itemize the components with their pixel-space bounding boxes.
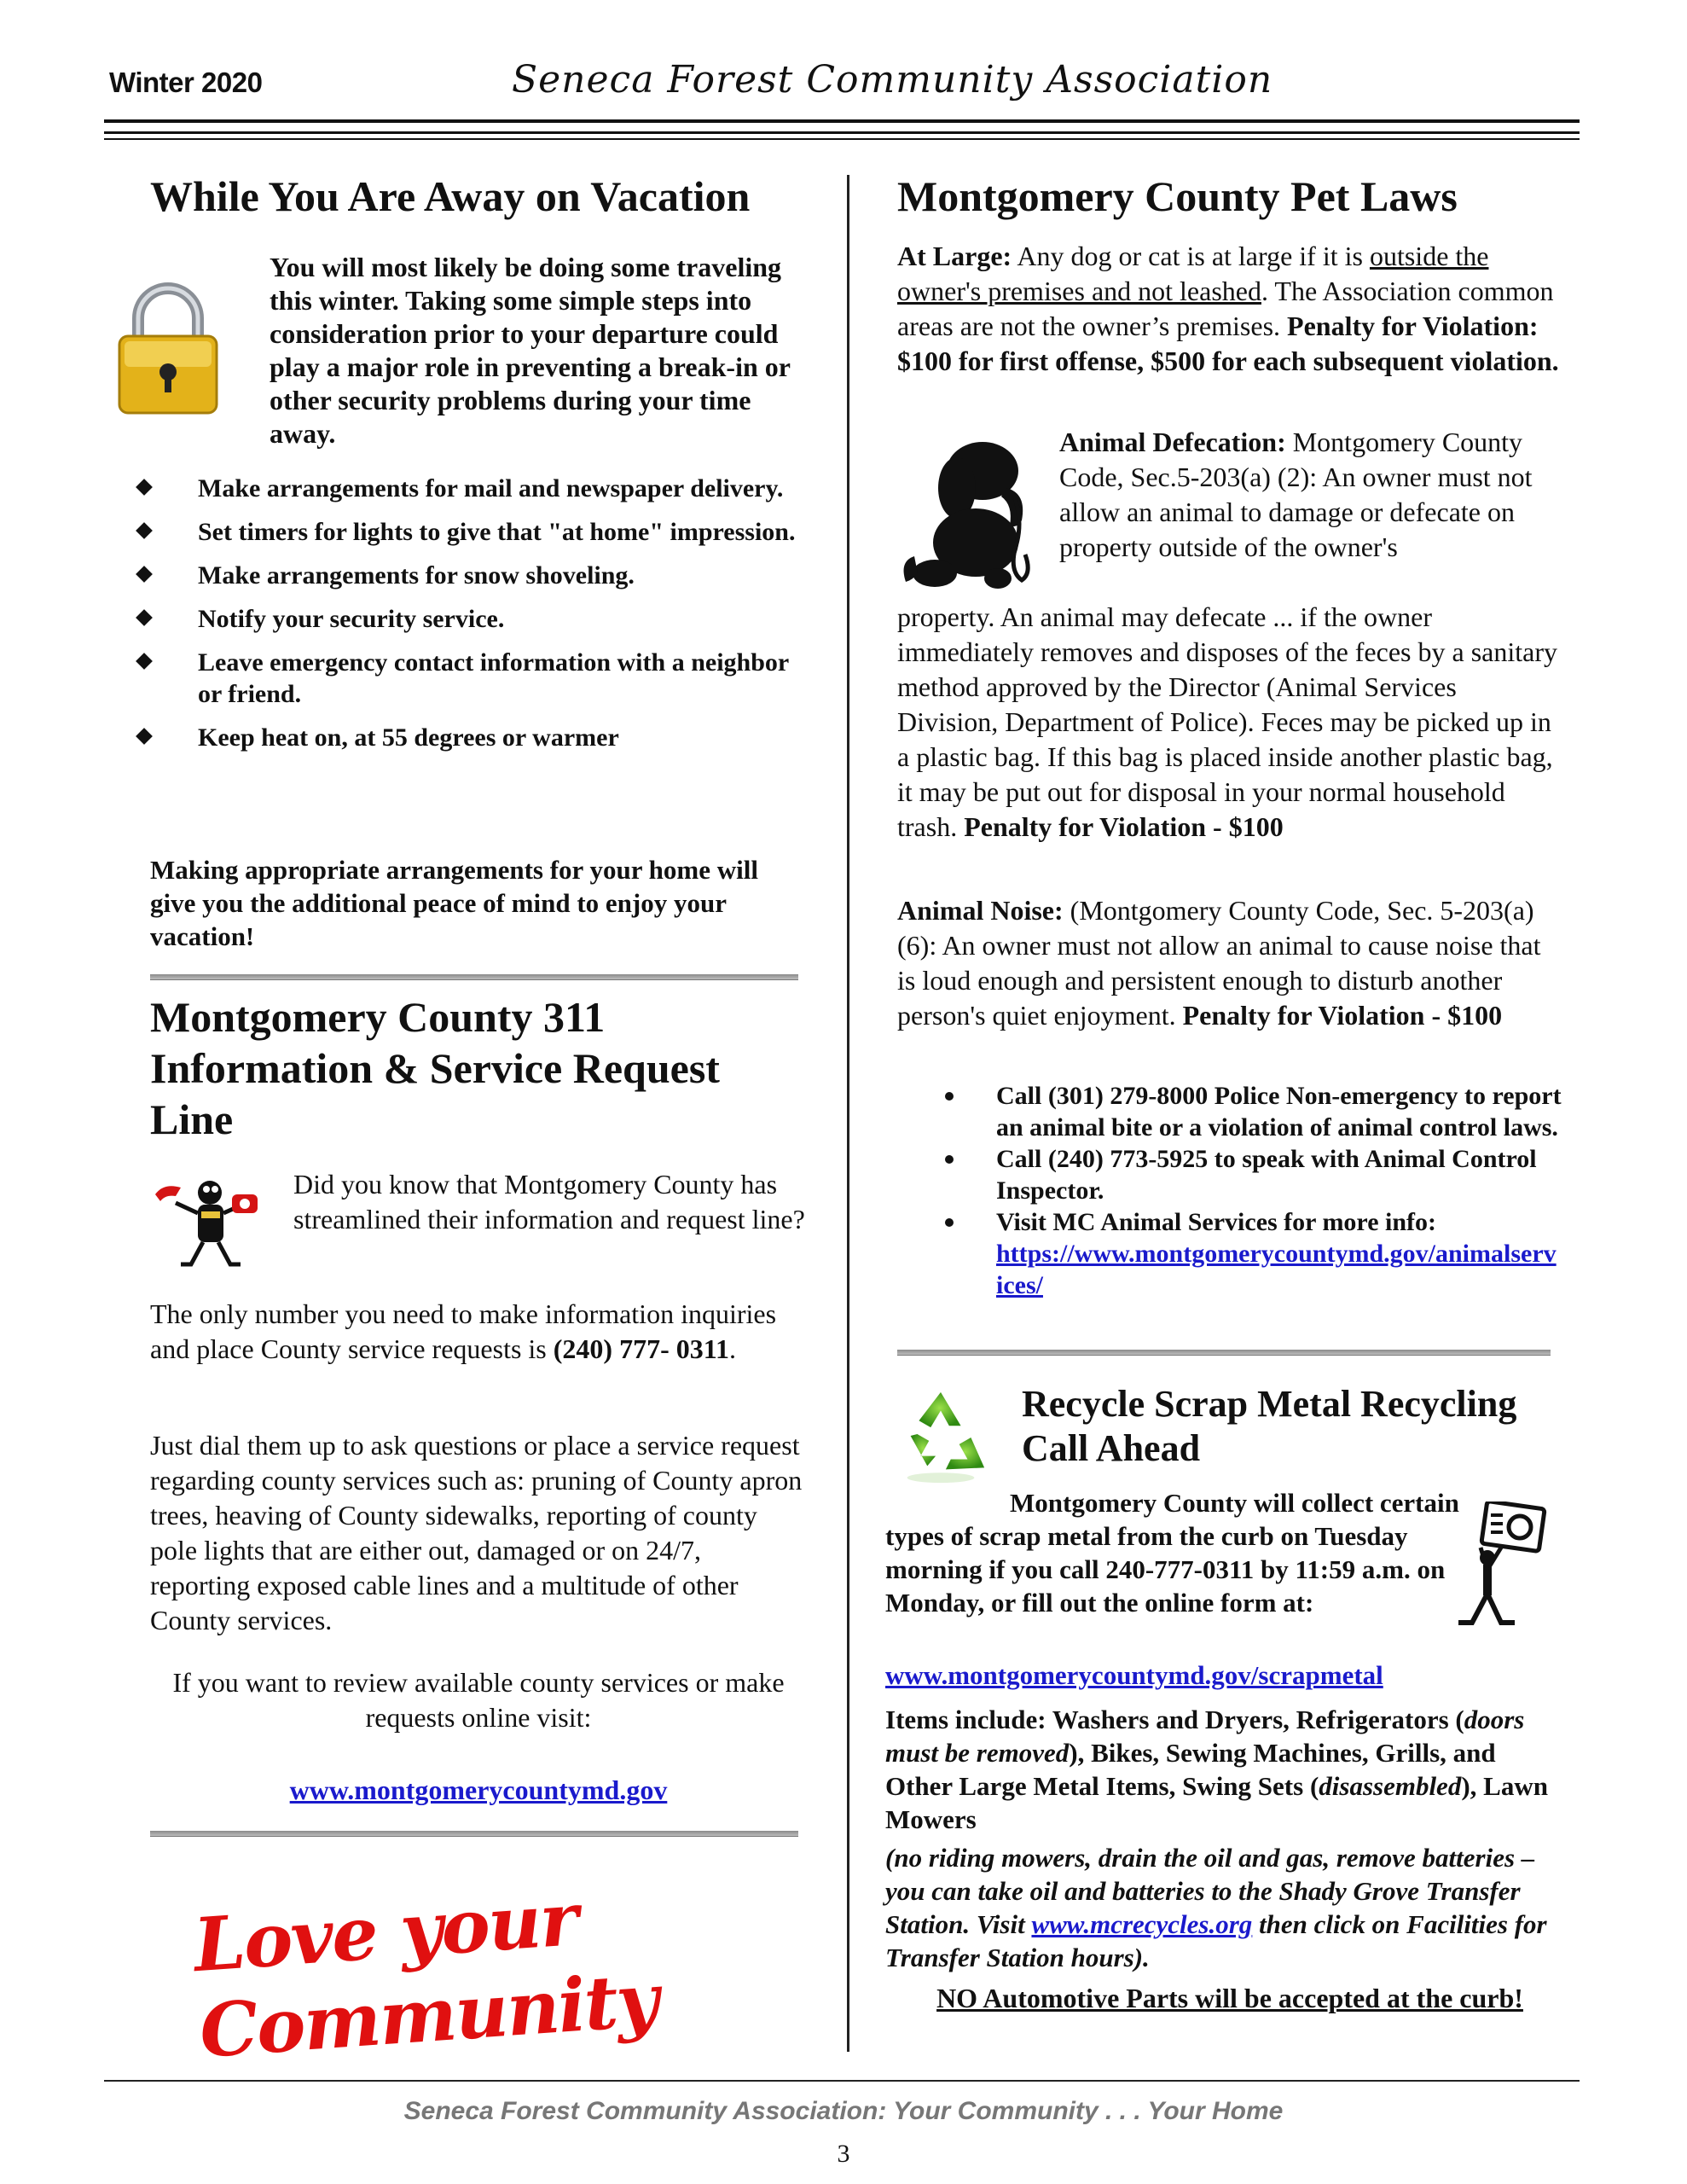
padlock-icon (113, 280, 223, 416)
scrapmetal-link-container (885, 1660, 1559, 1691)
recycle-title: Recycle Scrap Metal Recycling Call Ahead (1022, 1383, 1517, 1469)
noise-paragraph: Animal Noise: (Montgomery County Code, Sec. 5-203(a) (6): An owner must not allow an animal to cause noise that is loud enough and persistent enough to disturb another person's quiet enjoyment. Penalty for Violation - $100 (897, 895, 1541, 1031)
footer-rule (104, 2080, 1580, 2082)
montgomery-county-link[interactable]: www.montgomerycountymd.gov (289, 1774, 668, 1805)
animal-services-link[interactable]: https://www.montgomerycountymd.gov/animalservices/ (996, 1240, 1557, 1299)
list-item: Call (301) 279-8000 Police Non-emergency to report an animal bite or a violation of animal control laws. (945, 1080, 1562, 1143)
list-item: Call (240) 773-5925 to speak with Animal Control Inspector. (945, 1143, 1562, 1206)
header-rule (104, 119, 1580, 123)
pet-contact-list (945, 1080, 1562, 1301)
left-column (150, 171, 807, 2075)
mc311-paragraph-number: The only number you need to make information inquiries and place County service requests is (240) 777- 0311. (150, 1298, 777, 1364)
section-rule (897, 1350, 1551, 1356)
section-rule (150, 974, 798, 980)
pet-laws-title: Montgomery County Pet Laws (897, 172, 1458, 220)
vacation-intro: You will most likely be doing some traveling this winter. Taking some simple steps into consideration prior to your departure could play a major role in preventing a break-in or other security problems during your time away. (270, 252, 791, 449)
vacation-title: While You Are Away on Vacation (150, 172, 751, 220)
mc311-link-container (150, 1774, 807, 1806)
mc311-paragraph-services: Just dial them up to ask questions or place a service request regarding county services such as: pruning of County apron trees, heaving of County sidewalks, reporting of county pole lights that are either out, damaged or on 24/7, reporting exposed cable lines and a multitude of other County services. (150, 1430, 803, 1635)
header-rule (104, 131, 1580, 134)
mc311-phone-number: (240) 777- 0311 (553, 1333, 729, 1364)
vacation-closing: Making appropriate arrangements for your home will give you the additional peace of mind to enjoy your vacation! (150, 855, 758, 951)
list-item: Make arrangements for mail and newspaper delivery. (138, 473, 803, 504)
mc311-intro: Did you know that Montgomery County has streamlined their information and request line? (293, 1169, 805, 1234)
list-item: Make arrangements for snow shoveling. (138, 560, 803, 591)
recycle-items: Items include: Washers and Dryers, Refrigerators (doors must be removed), Bikes, Sewing Machines, Grills, and Other Large Metal Items, Swing Sets (disassembled), Lawn Mowers (885, 1705, 1548, 1834)
telephone-character-icon (150, 1169, 261, 1280)
list-item: Visit MC Animal Services for more info: https://www.montgomerycountymd.gov/animalservices/ (945, 1206, 1562, 1301)
header-season: Winter 2020 (109, 67, 263, 98)
dog-with-leash-icon (897, 437, 1034, 590)
header-title: Seneca Forest Community Association (512, 58, 1273, 102)
person-carrying-appliance-icon (1450, 1502, 1552, 1629)
header-rule (104, 138, 1580, 140)
love-your-community-banner: Love your Community (190, 1876, 660, 2075)
vacation-bullet-list (138, 473, 803, 765)
recycle-intro: Montgomery County will collect certain types of scrap metal from the curb on Tuesday morning if you call 240-777-0311 by 11:59 a.m. on Monday, or fill out the online form at: (885, 1488, 1459, 1618)
at-large-paragraph: At Large: Any dog or cat is at large if it is outside the owner's premises and not leashed. The Association common areas are not the owner’s premises. Penalty for Violation: $100 for first offense, $500 for each subsequent violation. (897, 241, 1559, 376)
footer-tagline: Seneca Forest Community Association: Your Community . . . Your Home (403, 2097, 1284, 2125)
list-item: Keep heat on, at 55 degrees or warmer (138, 722, 803, 753)
section-rule (150, 1831, 798, 1837)
list-item: Notify your security service. (138, 603, 803, 635)
defecation-paragraph-start: Animal Defecation: Montgomery County Code, Sec.5-203(a) (2): An owner must not allow an animal to damage or defecate on property outside of the owner's (1059, 427, 1533, 562)
column-divider (847, 175, 849, 2052)
scrapmetal-link[interactable]: www.montgomerycountymd.gov/scrapmetal (885, 1660, 1383, 1690)
recycle-symbol-icon (890, 1385, 991, 1486)
mc311-paragraph-online: If you want to review available county services or make requests online visit: (172, 1667, 785, 1733)
page-number: 3 (837, 2140, 850, 2168)
list-item: Set timers for lights to give that "at home" impression. (138, 516, 803, 548)
list-item: Leave emergency contact information with a neighbor or friend. (138, 647, 803, 710)
automotive-parts-warning: NO Automotive Parts will be accepted at the curb! (936, 1983, 1523, 2013)
recycle-note: (no riding mowers, drain the oil and gas, remove batteries – you can take oil and batteries to the Shady Grove Transfer Station. Visit www.mcrecycles.org then click on Facilities for Transfer Station hours). (885, 1843, 1547, 1972)
mcrecycles-link[interactable]: www.mcrecycles.org (1031, 1909, 1253, 1939)
defecation-paragraph-end: property. An animal may defecate ... if the owner immediately removes and disposes of the feces by a sanitary method approved by the Director (Animal Services Division, Department of Police). Feces may be picked up in a plastic bag. If this bag is placed inside another plastic bag, it may be put out for disposal in your normal household trash. Penalty for Violation - $100 (897, 601, 1557, 842)
mc311-title: Montgomery County 311 Information & Service Request Line (150, 993, 720, 1143)
